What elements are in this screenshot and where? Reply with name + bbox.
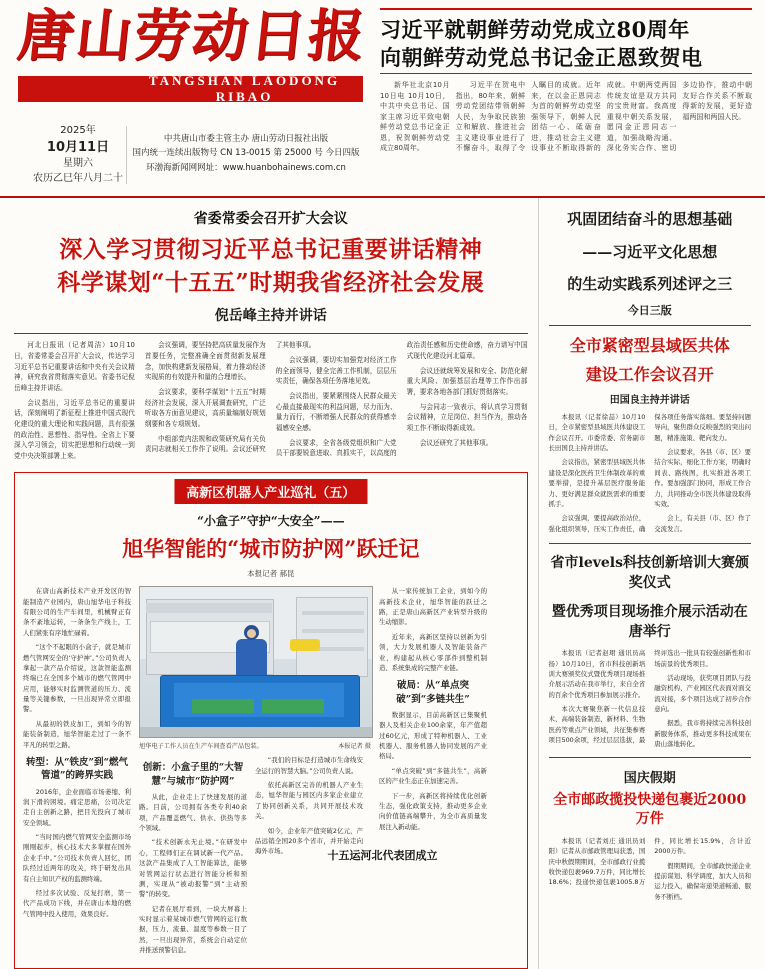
- commentary-page-note: 今日三版: [627, 303, 672, 317]
- side-story-1-headline-2: 建设工作会议召开: [585, 364, 714, 384]
- commentary-headline-3: 的生动实践系列述评之三: [567, 275, 733, 293]
- sidebar-rule-2: [549, 543, 751, 545]
- top-story-headline-1: 习近平就朝鲜劳动党成立80周年: [380, 17, 690, 42]
- lead-para: 会议强调，要坚持把高质量发展作为首要任务，完整准确全面贯彻新发展理念，加快构建新发展格局，着力推动经济实现质的有效提升和量的合理增长。: [144, 341, 266, 382]
- photo-caption-text: 旭华电子工作人员在生产车间查看产品包装。: [139, 743, 263, 751]
- publisher-line-1: 中共唐山市委主管主办 唐山劳动日报社出版: [163, 134, 329, 144]
- side-story-3-kicker: 国庆假期: [623, 770, 676, 786]
- publisher-website[interactable]: 环渤海新闻网网址：www.huanbohainews.com.cn: [146, 162, 346, 173]
- feature-para: “当时国内燃气管网安全监测市场刚刚起步，核心技术大多掌握在国外企业手中。”公司技术负责人回忆，团队经过近两年的攻关，终于研发出具有自主知识产权的监测终端。: [23, 833, 131, 883]
- side-story-2-headline-1: 省市levels科技创新培训大赛颁奖仪式: [550, 555, 749, 592]
- side-para: 活动现场，获奖项目团队与投融资机构、产业园区代表面对面交流对接，多个项目达成了初步合作意向。: [654, 673, 751, 714]
- lead-para: 与会同志一致表示，将认真学习贯彻会议精神，立足岗位、担当作为，推动各项工作不断取得新成效。: [406, 402, 528, 433]
- issue-lunar: 农历乙巳年八月二十: [33, 172, 123, 184]
- photo-credit: 本报记者 摄: [338, 743, 371, 751]
- commentary-headline-2: ——习近平文化思想: [582, 242, 718, 261]
- lead-para: 会议还研究了其他事项。: [419, 438, 493, 447]
- feature-para: 从一家传统加工企业，到如今的高新技术企业，旭华智能的跃迁之路，正是唐山高新区产业转型升级的生动缩影。: [379, 587, 487, 627]
- newspaper-nameplate: 唐山劳动日报: [14, 3, 370, 69]
- lead-para: 会议指出，习近平总书记的重要讲话，深刻阐明了新征程上推进中国式现代化建设的重大理论和实践问题，具有很强的政治性、思想性、指导性。全省上下要深入学习领会，切实把思想和行动统一到党中央决策部署上来。: [14, 398, 135, 461]
- issue-weekday: 星期六: [63, 158, 93, 170]
- side-para: 会议指出，紧密型县域医共体建设是深化医药卫生体制改革的重要举措，是提升基层医疗服务能力、更好满足群众就医需求的重要抓手。: [548, 458, 646, 508]
- rule-top: [380, 8, 752, 10]
- top-story-dateline: 新华社北京10月10日电 10月10日，中共中央总书记、国家主席习近平致电朝鲜劳动党总书记金正恩，祝贺朝鲜劳动党成立80周年。: [380, 81, 450, 153]
- feature-subhead-3: 破局：从“单点突破”到“多链共生”: [396, 680, 470, 705]
- feature-para: 下一步，高新区将持续优化创新生态，强化政策支持，推动更多企业向价值链高端攀升，为全市高质量发展注入新动能。: [379, 791, 487, 831]
- side-story-1-body: [549, 412, 751, 536]
- side-para: 据悉，我市将持续完善科技创新服务体系，推动更多科技成果在唐山落地转化。: [654, 719, 751, 749]
- feature-para: “单点突破”到“多链共生”，高新区的产业生态正在加速完善。: [379, 766, 487, 786]
- side-story-3-headline: 全市邮政揽投快递包裹近2000万件: [553, 791, 747, 828]
- sidebar-rule-1: [549, 325, 751, 327]
- photo-rack-shelf: [302, 611, 364, 615]
- masthead-left: [14, 3, 370, 105]
- side-para: 假期期间，全市邮政快递企业提前谋划、科学调度，加大人员和运力投入，确保寄递渠道畅通、服务不断档。: [654, 861, 751, 901]
- feature-para: 在唐山高新技术产业开发区的智能制造产业园内，唐山旭华电子科技有限公司的生产车间里，机械臂正有条不紊地运转，一条条生产线上，工人们紧张有序地忙碌着。: [23, 587, 131, 637]
- lead-para: 会议要求，要科学谋划“十五五”时期经济社会发展，深入开展调查研究，广泛听取各方面意见建议，高质量编制好规划纲要和各专项规划。: [144, 388, 266, 429]
- feature-byline: 本报记者 郝昆: [247, 569, 295, 579]
- lead-rule: [14, 333, 528, 334]
- side-para: 会上，有关县（市、区）作了交流发言。: [654, 514, 751, 533]
- feature-para: “技术创新永无止境。”在研发中心，工程师们正在调试新一代产品。这款产品集成了人工智能算法，能够对管网运行状态进行智能分析和预测，实现从“被动报警”到“主动预警”的转变。: [139, 838, 247, 899]
- feature-para: 依托高新区完善的机器人产业生态，旭华智能与园区内多家企业建立了协同创新关系，共同开展技术攻关。: [255, 781, 363, 821]
- side-story-3-body: [549, 836, 751, 902]
- publisher-line-2: 国内统一连续出版物号 CN 13-0015 第 25000 号 今日四版: [132, 148, 360, 159]
- lead-headline-2: 科学谋划“十五五”时期我省经济社会发展: [57, 268, 485, 296]
- lead-subhead: 倪岳峰主持并讲话: [214, 308, 327, 325]
- commentary-headline-1: 巩固团结奋斗的思想基础: [567, 210, 733, 228]
- lead-para: 河北日报讯（记者周洁）10月10日，省委常委会召开扩大会议，传达学习习近平总书记重要讲话和中央有关会议精神，研究我省贯彻落实意见。省委书记倪岳峰主持并讲话。: [14, 341, 135, 392]
- lead-para: 中组部党内法规和政策研究局有关负责同志就相关工作作了说明。会议还研究了其他事项。: [144, 341, 316, 454]
- publisher-info: [130, 132, 362, 175]
- masthead: [0, 0, 765, 198]
- lead-body: [14, 340, 528, 464]
- photo-worker-body: [236, 639, 267, 679]
- top-story-text: 习近平在贺电中指出，80年来，朝鲜劳动党团结带领朝鲜人民，为争取民族独立和解放、推进社会主义建设事业进行了不懈奋斗，取得了令人瞩目的成就。近年来，在以金正恩同志为首的朝鲜劳动党坚强领导下，朝鲜人民团结一心、砥砺奋进，推动社会主义建设事业不断取得新的成就。中朝两党两国传统友谊是双方共同的宝贵财富。我高度重视中朝关系发展，愿同金正恩同志一道，加强战略沟通、深化务实合作、密切多边协作，推动中朝友好合作关系不断取得新的发展，更好造福两国和两国人民。: [455, 81, 752, 153]
- masthead-top-story: [380, 6, 752, 164]
- feature-subhead-1: 转型：从“铁皮”到“燃气管道”的跨界实践: [26, 756, 128, 782]
- rule-under-headline: [380, 73, 752, 74]
- feature-para: 如今，企业年产值突破2亿元，产品远销全国20多个省市，并开始走向海外市场。: [255, 826, 363, 856]
- side-story-1-headline-1: 全市紧密型县域医共体: [569, 335, 730, 355]
- side-para: 本次大赛聚焦新一代信息技术、高端装备制造、新材料、生物医药等重点产业领域，共征集参赛项目500余项，经过层层选拔，最终评选出一批具有较强创新性和市场前景的优秀项目。: [548, 649, 751, 745]
- feature-para: 记者在展厅看到，一块大屏幕上实时显示着某城市燃气管网的运行数据，压力、流量、温度等参数一目了然，一旦出现异常，系统会自动定位并推送预警信息。: [139, 904, 247, 955]
- lead-para: 会议指出，要紧紧围绕人民群众最关心最直接最现实的利益问题，尽力而为、量力而行，不断增强人民群众的获得感幸福感安全感。: [275, 392, 397, 433]
- side-para: 本报讯（记者刘庄 通讯员刘阳）记者从市邮政管理局获悉，国庆中秋假期期间，全市邮政行业揽收快递包裹969.7万件，同比增长18.6%；投递快递包裹1005.8万件，同比增长15.9%，合计近2000万件。: [548, 836, 751, 887]
- lead-headline-1: 深入学习贯彻习近平总书记重要讲话精神: [59, 236, 483, 263]
- issue-month-day: 10月11日: [46, 139, 110, 155]
- photo-green-tray: [262, 699, 324, 713]
- side-story-1-subhead: 田国良主持并讲话: [609, 394, 690, 406]
- photo-rack: [296, 597, 368, 677]
- feature-series-tag: 高新区机器人产业巡礼（五）: [174, 479, 367, 504]
- feature-para: “我们的目标是打造城市生命线安全运行的智慧大脑。”公司负责人说。: [255, 756, 363, 775]
- sidebar-rule-3: [549, 757, 751, 759]
- issue-year: 2025年: [60, 125, 96, 136]
- feature-para: 数据显示，目前高新区已集聚机器人及相关企业100余家，年产值超过60亿元，形成了特种机器人、工业机器人、服务机器人协同发展的产业格局。: [379, 710, 487, 761]
- newspaper-pinyin: TANGSHAN LAODONG RIBAO: [148, 73, 341, 105]
- feature-subhead-2: 创新：小盒子里的“大智慧”与城市“防护网”: [142, 762, 244, 787]
- feature-photo: [139, 586, 373, 738]
- feature-article: [14, 472, 528, 968]
- side-para: 会议要求，各县（市、区）要结合实际，细化工作方案，明确时间表、路线图，扎实推进各项工作。要加强部门协同，形成工作合力，共同推动全市医共体建设取得实效。: [654, 448, 751, 508]
- lead-para: 会议强调，要切实加强党对经济工作的全面领导，健全完善工作机制，层层压实责任，确保各项任务落地见效。: [275, 355, 397, 386]
- feature-kicker: “小盒子”守护“大安全”——: [196, 514, 345, 529]
- side-story-2-body: [549, 648, 751, 749]
- footer-headline: 十五运河北代表团成立: [327, 849, 438, 862]
- feature-para: 近年来，高新区坚持以创新为引领，大力发展机器人及智能装备产业，构建起从核心零部件到整机制造、系统集成的完整产业链。: [379, 632, 487, 672]
- side-para: 本报讯（记者赵珺 通讯员高扬）10月10日，省市科技创新培训大赛颁奖仪式暨优秀项目现场推介展示活动在我市举行，来自全省的百余个优秀项目参加展示推介。: [548, 649, 646, 699]
- photo-yellow-item: [290, 639, 320, 651]
- feature-photo-caption: [139, 741, 371, 750]
- feature-col-4: [379, 586, 487, 959]
- top-story-body: [380, 80, 752, 164]
- side-para: 本报讯（记者徐喆）10月10日，全市紧密型县域医共体建设工作会议召开。市委常委、常务副市长田国良主持并讲话。: [548, 412, 646, 452]
- feature-col-1: [23, 586, 131, 959]
- photo-floor: [140, 727, 372, 737]
- feature-para: 经过多次试验、反复打磨，第一代产品成功下线，并在唐山本地的燃气管网中投入使用，效果良好。: [23, 888, 131, 918]
- photo-rack-shelf: [302, 629, 364, 633]
- issue-date-block: [30, 124, 126, 186]
- masthead-divider: [126, 126, 127, 184]
- lead-kicker: 省委常委会召开扩大会议: [193, 211, 348, 227]
- photo-machine-top: [146, 603, 272, 613]
- feature-para: 从此，企业走上了快速发展的道路。目前，公司拥有各类专利40余项，产品覆盖燃气、供水、供热等多个领域。: [139, 792, 247, 833]
- masthead-red-bar: [18, 73, 363, 105]
- feature-body: [23, 586, 519, 959]
- photo-green-tray: [192, 699, 254, 713]
- side-para: 会议强调，要提高政治站位，强化组织领导，压实工作责任，确保各项任务落实落细。要坚持问题导向，聚焦群众反映强烈的突出问题，精准施策、靶向发力。: [548, 412, 751, 533]
- lead-para: 会议要求，全省各级党组织和广大党员干部要锐意进取、真抓实干，以高度的政治责任感和历史使命感，奋力谱写中国式现代化建设河北篇章。: [275, 341, 528, 458]
- lead-para: 会议还就统筹发展和安全、防范化解重大风险、加强基层治理等工作作出部署，要求各地各部门抓好贯彻落实。: [406, 366, 528, 396]
- feature-para: 2016年，企业面临市场萎缩、利润下滑的困境。痛定思痛，公司决定走自主创新之路，把目光投向了城市安全领域。: [23, 787, 131, 827]
- top-story-headline-2: 向朝鲜劳动党总书记金正恩致贺电: [380, 44, 703, 70]
- side-story-2-headline-2: 暨优秀项目现场推介展示活动在唐举行: [551, 603, 748, 640]
- feature-headline: 旭华智能的“城市防护网”跃迁记: [122, 536, 420, 562]
- feature-col-middle: [139, 586, 371, 959]
- feature-para: 从最初的铁皮加工，到如今的智能装备制造，旭华智能走过了一条不平凡的转型之路。: [23, 719, 131, 749]
- feature-para: “这个不起眼的小盒子，就是城市燃气管网安全的‘守护神’。”公司负责人拿起一款产品介绍说，这款智能监测终端已在全国多个城市的燃气管网中应用，能够实时监测管道的压力、流量等关键参数，一旦出现异常立即报警。: [23, 643, 131, 714]
